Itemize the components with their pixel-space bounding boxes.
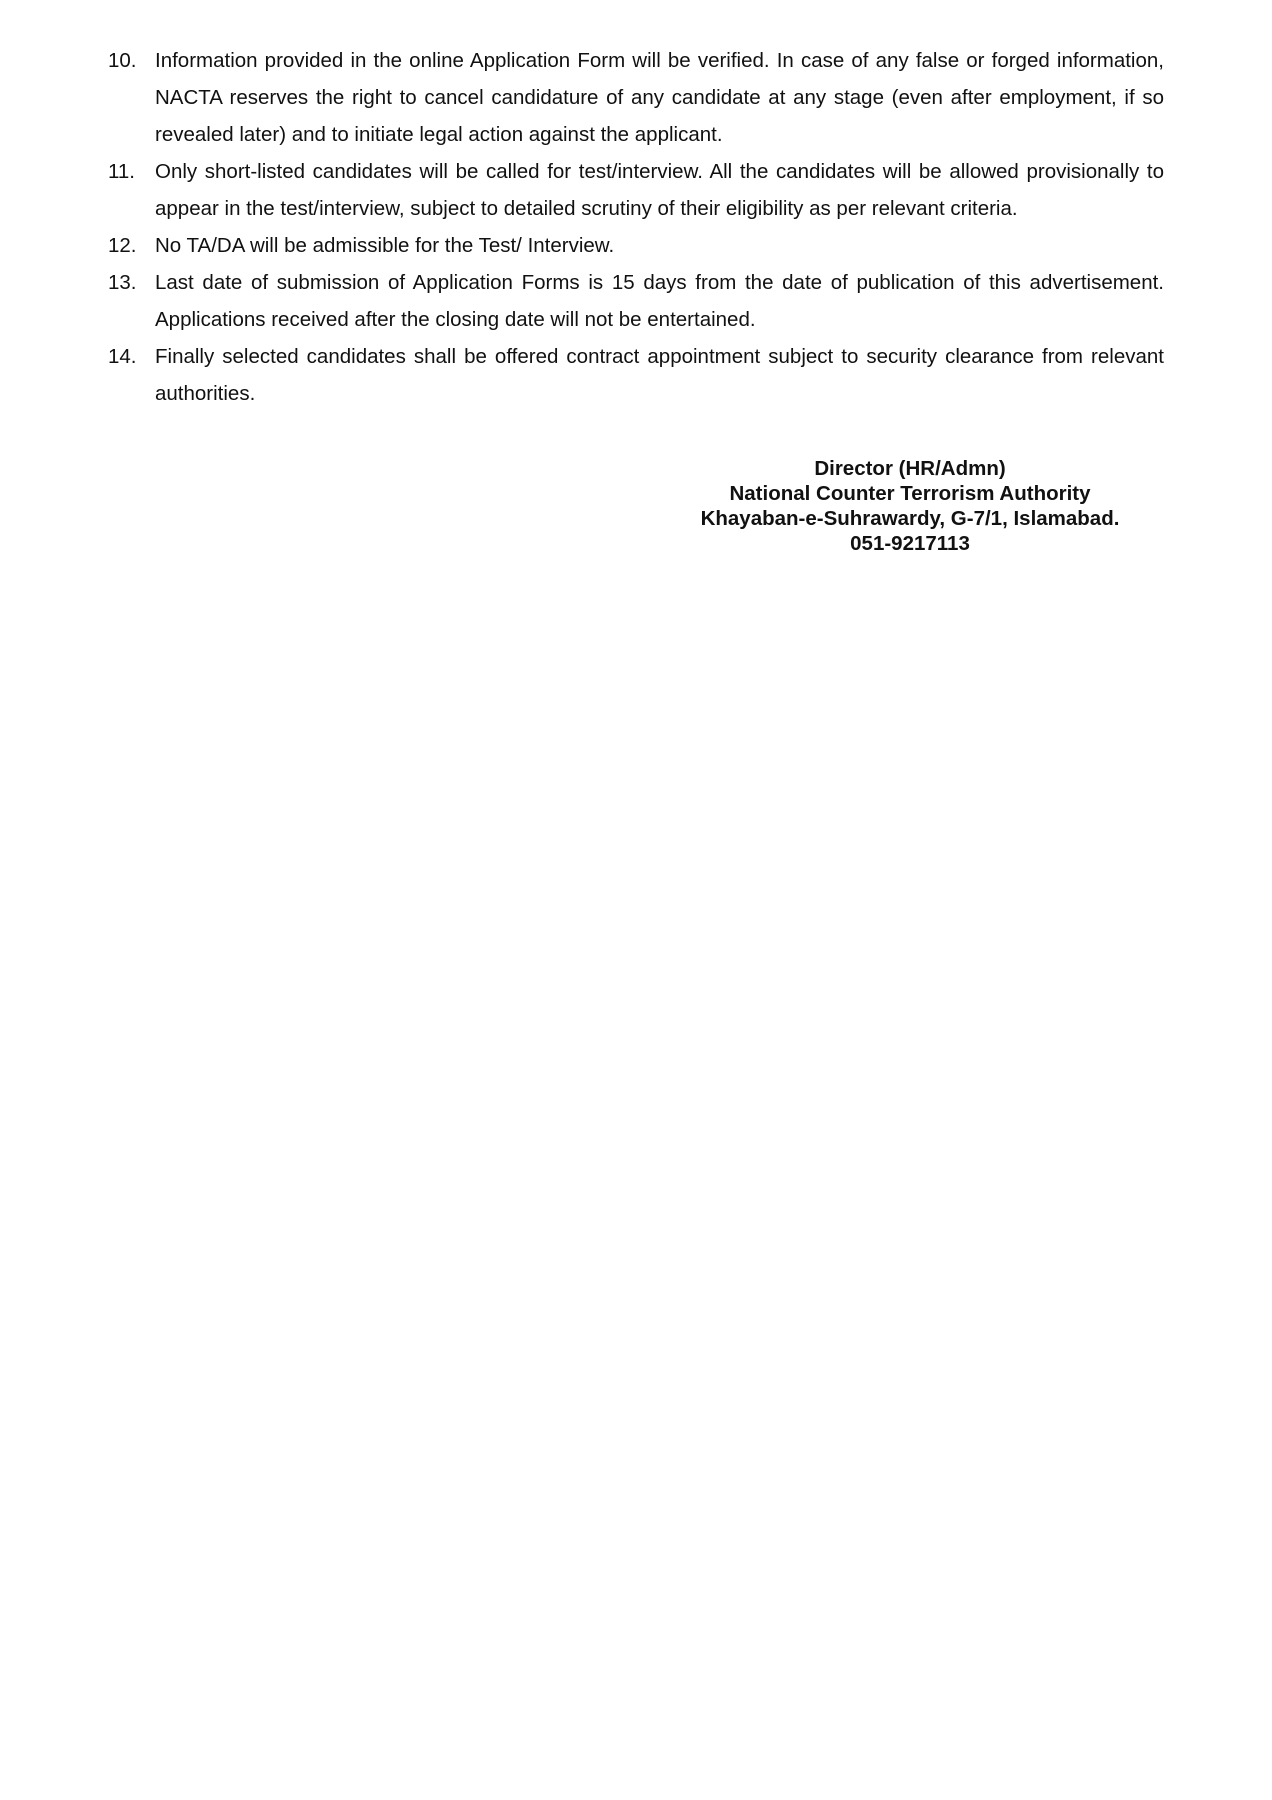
condition-text: No TA/DA will be admissible for the Test/ Interview. — [155, 234, 615, 257]
condition-item-13 — [108, 264, 1164, 338]
signatory-title: Director (HR/Admn) — [814, 457, 1006, 480]
condition-item-11 — [108, 153, 1164, 227]
signature-block — [650, 456, 1170, 556]
condition-number: 12. — [108, 234, 137, 257]
condition-text: Finally selected candidates shall be offered contract appointment subject to security clearance from relevant authorities. — [155, 345, 1164, 405]
condition-number: 13. — [108, 271, 137, 294]
organization-name: National Counter Terrorism Authority — [729, 482, 1091, 505]
condition-text: Information provided in the online Application Form will be verified. In case of any false or forged information, NACTA reserves the right to cancel candidature of any candidate at any stage (even after employment, if so revealed later) and to initiate legal action against the applicant. — [155, 49, 1164, 146]
condition-number: 11. — [108, 160, 135, 183]
condition-item-10 — [108, 42, 1164, 153]
organization-address: Khayaban-e-Suhrawardy, G-7/1, Islamabad. — [700, 507, 1120, 530]
condition-text: Last date of submission of Application Forms is 15 days from the date of publication of this advertisement. Applications received after the closing date will not be entertained. — [155, 271, 1164, 331]
condition-number: 10. — [108, 49, 137, 72]
condition-number: 14. — [108, 345, 137, 368]
condition-item-14 — [108, 338, 1164, 412]
conditions-list — [108, 42, 1164, 412]
contact-phone: 051-9217113 — [850, 532, 970, 555]
condition-text: Only short-listed candidates will be called for test/interview. All the candidates will be allowed provisionally to appear in the test/interview, subject to detailed scrutiny of their eligibility as per relevant criteria. — [155, 160, 1164, 220]
condition-item-12 — [108, 227, 1164, 264]
